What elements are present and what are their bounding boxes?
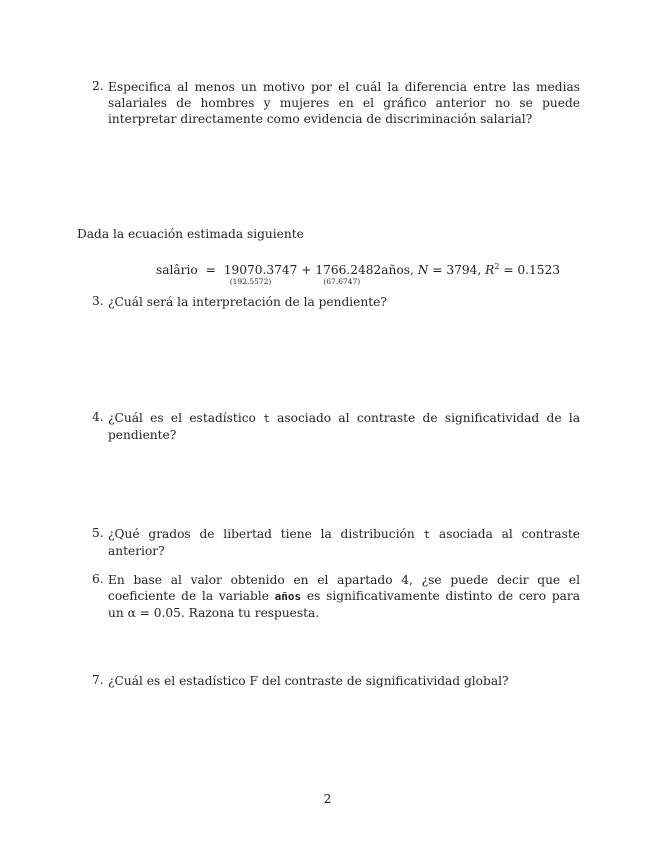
equation-plus: +	[301, 263, 312, 278]
question-5-text-pre: ¿Qué grados de libertad tiene la distribución	[108, 527, 424, 541]
question-6-number: 6.	[92, 572, 104, 586]
equation-r2-label: R	[485, 263, 495, 278]
equation-n-value: = 3794,	[432, 263, 482, 278]
question-4-code: t	[263, 412, 270, 425]
question-7-text: ¿Cuál es el estadístico F del contraste de significatividad global?	[108, 674, 509, 688]
equation-intro: Dada la ecuación estimada siguiente	[77, 227, 304, 241]
question-2-text: Especifica al menos un motivo por el cuál la diferencia entre las medias salariales de hombres y mujeres en el gráfico anterior no se puede interpretar directamente como evidencia de discriminación salarial?	[108, 80, 580, 126]
equation-variable: años,	[381, 263, 414, 278]
question-4-text-pre: ¿Cuál es el estadístico	[108, 411, 264, 425]
estimated-equation	[156, 262, 561, 287]
question-5-text-post: asociada al contraste anterior?	[108, 527, 580, 558]
question-7-number: 7.	[92, 673, 104, 687]
question-5-number: 5.	[92, 526, 104, 540]
equation-equals: =	[205, 263, 216, 278]
question-4-text	[108, 410, 580, 443]
question-2-number: 2.	[92, 79, 104, 93]
question-4-number: 4.	[92, 410, 104, 424]
equation-lhs: salârio	[156, 263, 198, 278]
equation-r2-exponent: 2	[494, 262, 500, 271]
equation-slope-se: (67.6747)	[323, 277, 361, 287]
question-6-code: años	[274, 590, 302, 603]
question-6-text	[108, 572, 580, 621]
question-5-text	[108, 526, 580, 559]
equation-intercept-se: (192.5572)	[229, 277, 272, 287]
equation-n-label: N	[417, 263, 429, 278]
equation-intercept: 19070.3747	[223, 263, 298, 278]
question-3-number: 3.	[92, 294, 104, 308]
page-number: 2	[323, 792, 332, 806]
question-6-text-post: es significativamente distinto de cero para un α = 0.05. Razona tu respuesta.	[108, 589, 580, 620]
question-5-code: t	[423, 528, 431, 541]
question-3-text: ¿Cuál será la interpretación de la pendiente?	[108, 295, 387, 309]
equation-slope: 1766.2482	[315, 263, 382, 278]
equation-r2-value: = 0.1523	[503, 263, 561, 278]
question-4-text-post: asociado al contraste de significatividad de la pendiente?	[108, 411, 580, 442]
question-6-text-pre: En base al valor obtenido en el apartado 4, ¿se puede decir que el coeficiente de la variable	[108, 573, 580, 603]
